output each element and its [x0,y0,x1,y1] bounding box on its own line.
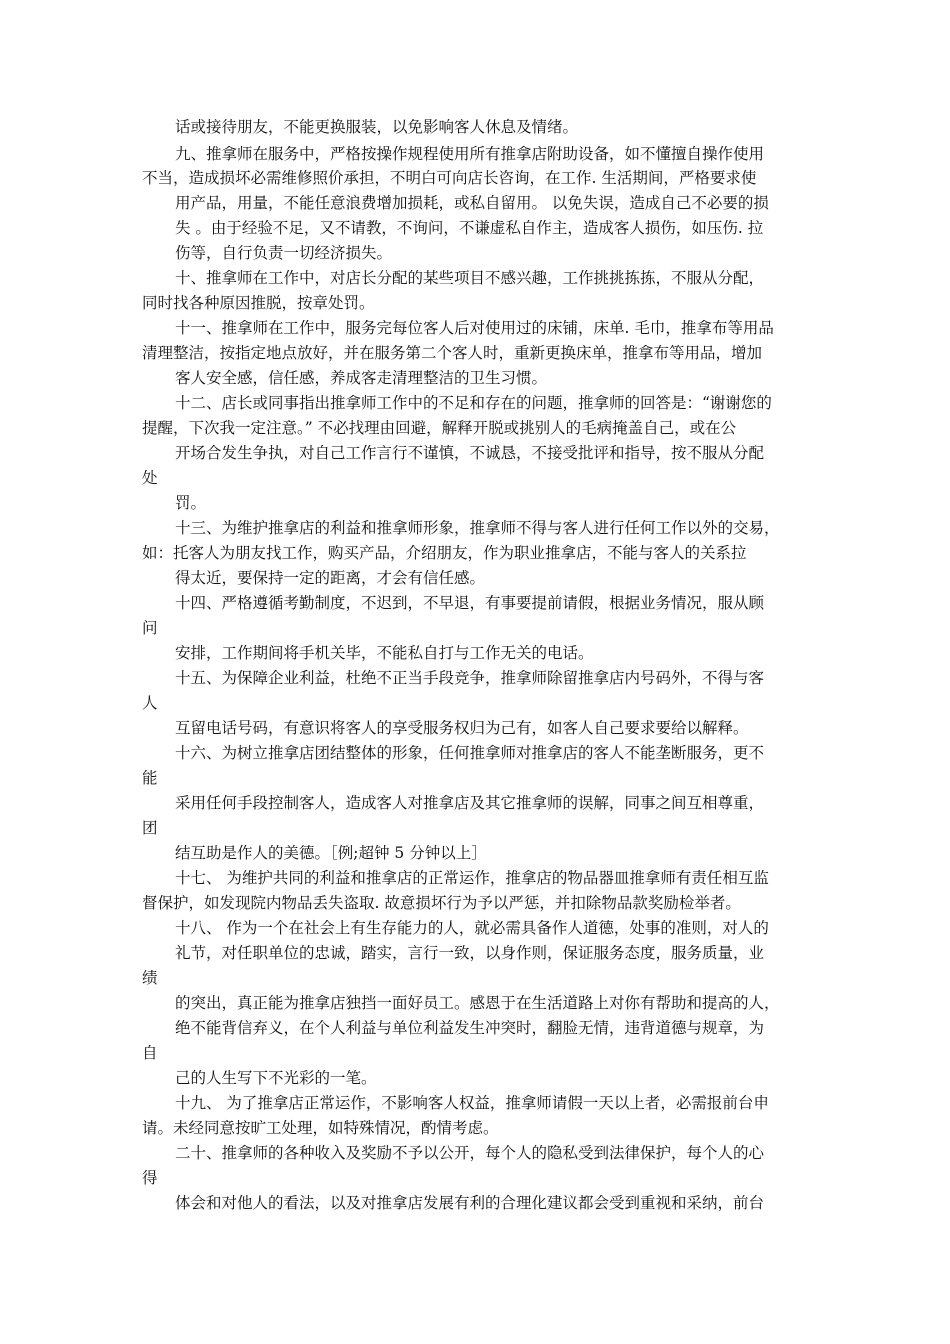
text-line: 客人安全感，信任感，养成客走清理整洁的卫生习惯。 [175,369,548,387]
text-line: 十八、 作为一个在社会上有生存能力的人，就必需具备作人道德，处事的准则，对人的 [175,919,769,937]
text-line: 十九、 为了推拿店正常运作，不影响客人权益，推拿师请假一天以上者，必需报前台申 [175,1094,769,1112]
text-line: 十二、店长或同事指出推拿师工作中的不足和存在的问题，推拿师的回答是：“谢谢您的 [175,394,772,412]
text-line: 人 [142,694,158,712]
text-line: 同时找各种原因推脱，按章处罚。 [142,294,375,312]
text-line: 能 [142,769,158,787]
text-line: 十七、 为维护共同的利益和推拿店的正常运作，推拿店的物品器皿推拿师有责任相互监 [175,869,769,887]
text-line: 伤等，自行负责一切经济损失。 [175,244,393,262]
text-line: 不当，造成损坏必需维修照价承担，不明白可向店长咨询，在工作. 生活期间，严格要求使 [142,169,757,187]
text-line: 十一、推拿师在工作中，服务完每位客人后对使用过的床铺，床单. 毛巾，推拿布等用品 [175,319,774,337]
text-line: 罚。 [175,494,207,512]
text-line: 失 。由于经验不足，又不请教，不询问，不谦虚私自作主，造成客人损伤，如压伤. 拉 [175,219,764,237]
text-line: 用产品，用量，不能任意浪费增加损耗，或私自留用。 以免失误，造成自己不必要的损 [175,194,769,212]
text-line: 请。未经同意按旷工处理，如特殊情况，酌情考虑。 [142,1119,499,1137]
text-line: 问 [142,619,158,637]
text-line: 采用任何手段控制客人，造成客人对推拿店及其它推拿师的误解，同事之间互相尊重， [175,794,765,812]
text-line: 二十、推拿师的各种收入及奖励不予以公开，每个人的隐私受到法律保护，每个人的心 [175,1144,765,1162]
text-line: 得 [142,1169,158,1187]
text-line: 得太近，要保持一定的距离，才会有信任感。 [175,569,486,587]
text-line: 督保护，如发现院内物品丢失盗取. 故意损坏行为予以严惩，并扣除物品款奖励检举者。 [142,894,741,912]
text-line: 自 [142,1044,158,1062]
text-line: 结互助是作人的美德。［例;超钟 5 分钟以上］ [175,844,487,862]
text-line: 绩 [142,969,158,987]
text-line: 礼节，对任职单位的忠诚，踏实，言行一致，以身作则，保证服务态度，服务质量，业 [175,944,765,962]
text-line: 安排，工作期间将手机关毕，不能私自打与工作无关的电话。 [175,644,594,662]
text-line: 十四、严格遵循考勤制度，不迟到，不早退，有事要提前请假，根据业务情况，服从顾 [175,594,765,612]
text-line: 处 [142,469,158,487]
text-line: 十、推拿师在工作中，对店长分配的某些项目不感兴趣，工作挑挑拣拣，不服从分配， [175,269,765,287]
text-line: 绝不能背信弃义，在个人利益与单位利益发生冲突时，翻脸无情，违背道德与规章，为 [175,1019,765,1037]
text-line: 互留电话号码，有意识将客人的享受服务权归为己有，如客人自己要求要给以解释。 [175,719,749,737]
text-line: 己的人生写下不光彩的一笔。 [175,1069,377,1087]
text-line: 如：托客人为朋友找工作，购买产品，介绍朋友，作为职业推拿店，不能与客人的关系拉 [142,544,747,562]
text-line: 体会和对他人的看法，以及对推拿店发展有利的合理化建议都会受到重视和采纳，前台 [175,1194,765,1212]
text-line: 十六、为树立推拿店团结整体的形象，任何推拿师对推拿店的客人不能垄断服务，更不 [175,744,765,762]
text-line: 十五、为保障企业利益，杜绝不正当手段竞争，推拿师除留推拿店内号码外，不得与客 [175,669,765,687]
text-line: 话或接待朋友，不能更换服装，以免影响客人休息及情绪。 [175,118,579,136]
text-line: 团 [142,819,158,837]
text-line: 开场合发生争执，对自己工作言行不谨慎，不诚恳，不接受批评和指导，按不服从分配 [175,444,765,462]
text-line: 清理整洁，按指定地点放好，并在服务第二个客人时，重新更换床单，推拿布等用品，增加 [142,344,763,362]
text-line: 的突出，真正能为推拿店独挡一面好员工。感恩于在生活道路上对你有帮助和提高的人， [175,994,780,1012]
text-line: 九、推拿师在服务中，严格按操作规程使用所有推拿店附助设备，如不懂擅自操作使用 [175,145,765,163]
text-line: 十三、为维护推拿店的利益和推拿师形象，推拿师不得与客人进行任何工作以外的交易， [175,519,780,537]
text-line: 提醒，下次我一定注意。” 不必找理由回避，解释开脱或挑别人的毛病掩盖自己，或在公 [142,419,737,437]
